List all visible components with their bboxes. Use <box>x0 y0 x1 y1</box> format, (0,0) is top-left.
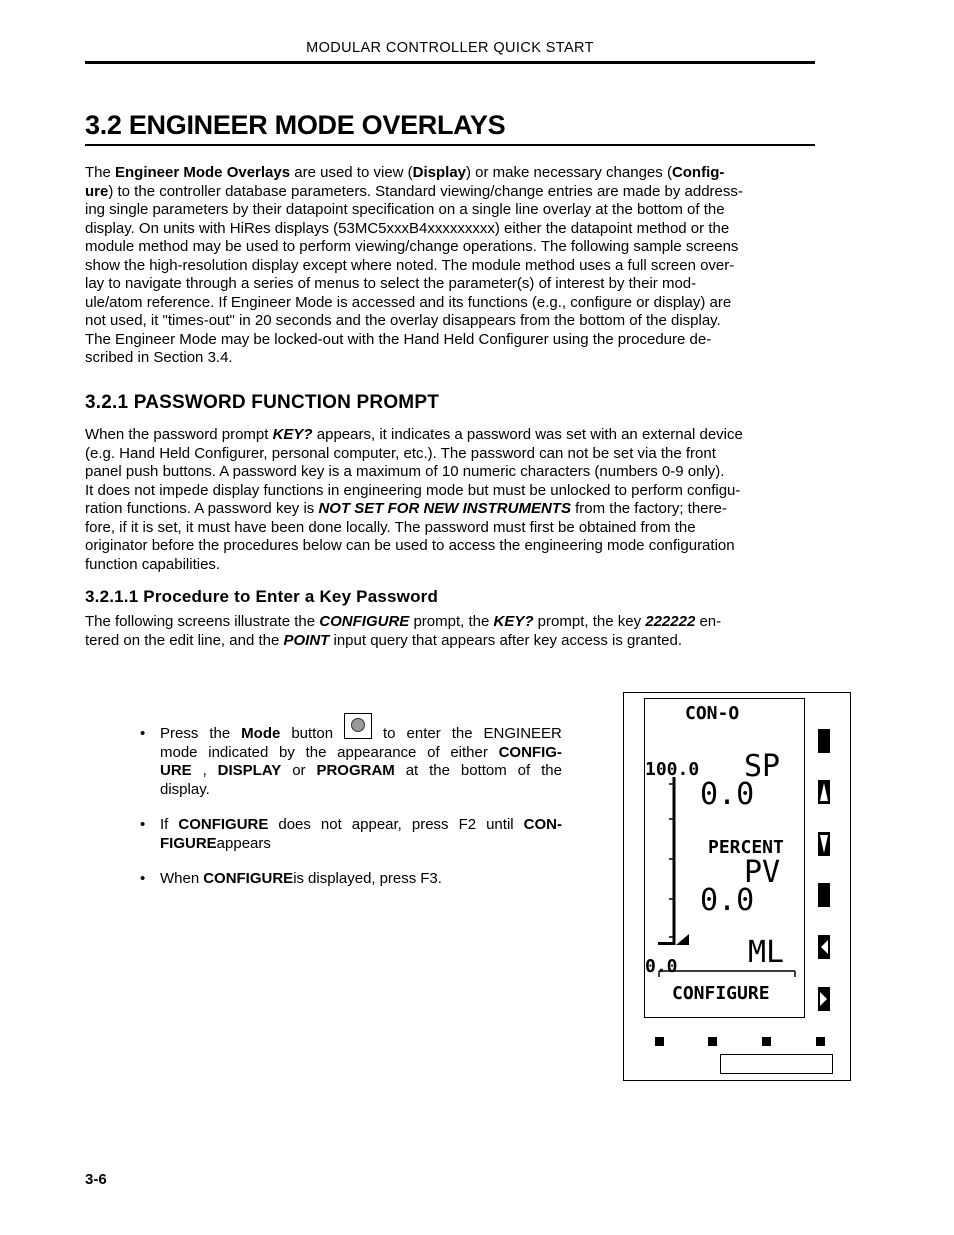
text-line <box>85 445 815 464</box>
procedure-paragraph <box>85 613 815 650</box>
text-run: prompt, the key <box>533 613 646 630</box>
subsection-title: 3.2.1 PASSWORD FUNCTION PROMPT <box>85 392 440 413</box>
text-run: press <box>411 816 449 833</box>
text-run: en- <box>695 613 722 630</box>
bold-term: CONFIG- <box>498 743 562 761</box>
text-line <box>85 349 815 368</box>
lcd-screen <box>644 698 805 1018</box>
bold-term: CONFIGURE <box>203 870 294 887</box>
text-run: ) or make necessary changes ( <box>466 164 672 181</box>
password-paragraph <box>85 426 815 574</box>
text-run: ing single parameters by their datapoint specification on a single line overlay at the bottom of the <box>85 201 725 218</box>
step-line <box>160 744 562 763</box>
text-run: the <box>429 762 450 779</box>
section-title: 3.2 ENGINEER MODE OVERLAYS <box>85 110 506 140</box>
f1-key[interactable] <box>818 729 830 753</box>
text-run: tered on the edit line, and the <box>85 631 284 649</box>
text-line <box>85 519 815 538</box>
text-run: scribed in Section 3.4. <box>85 349 233 366</box>
lcd-tag: CON-O <box>685 703 740 724</box>
bold-term: Mode <box>241 725 281 742</box>
text-run: of <box>427 743 440 761</box>
lcd-scale-high: 100.0 <box>645 759 700 780</box>
intro-paragraph <box>85 164 815 368</box>
text-run: display. On units with HiRes displays (53MC5xxxB4xxxxxxxxx) either the datapoint method or the <box>85 219 730 237</box>
text-run: enter <box>406 725 441 742</box>
up-arrow-icon <box>818 780 830 804</box>
text-run: appearance <box>337 743 417 761</box>
procedure-title: 3.2.1.1 Procedure to Enter a Key Password <box>85 587 439 606</box>
text-line <box>85 294 815 313</box>
text-line <box>85 463 815 482</box>
running-header: MODULAR CONTROLLER QUICK START <box>306 40 594 56</box>
text-line <box>85 220 815 239</box>
text-run: input query that appears after key access is granted. <box>329 631 683 649</box>
text-line <box>85 426 815 445</box>
text-run: to <box>383 725 396 742</box>
text-run: ration functions. A password key is <box>85 500 319 517</box>
text-run: ENGINEER <box>483 725 562 742</box>
text-run: The following screens illustrate the <box>85 613 320 630</box>
f4-key[interactable] <box>818 883 830 907</box>
text-line <box>85 482 815 501</box>
bold-term: Engineer Mode Overlays <box>115 164 291 181</box>
text-run: not <box>320 816 342 833</box>
step-line <box>160 870 562 889</box>
text-run: show the high-resolution display except where noted. The module method uses a full screen over- <box>85 256 735 274</box>
mode-button-icon <box>344 713 372 739</box>
step-item <box>140 816 562 853</box>
bold-term: DISPLAY <box>217 762 282 779</box>
f6-key[interactable] <box>818 987 830 1011</box>
text-run: F2 <box>458 816 477 833</box>
bold-term: ure <box>85 182 109 200</box>
text-run: appear, <box>351 816 402 833</box>
text-run: from the factory; there- <box>570 500 727 517</box>
faceplate-label-area <box>720 1054 833 1074</box>
text-run: are used to view ( <box>290 164 413 181</box>
lcd-bargraph <box>645 699 804 1017</box>
text-line <box>85 312 815 331</box>
text-run: (e.g. Hand Held Configurer, personal computer, etc.). The password can not be set via the front <box>85 444 716 462</box>
lcd-pv-value: 0.0 <box>700 883 755 918</box>
text-run: originator before the procedures below can be used to access the engineering mode configuration <box>85 537 735 554</box>
bold-term: FIGURE <box>160 834 217 852</box>
bold-term: PROGRAM <box>316 762 395 779</box>
bargraph-base <box>658 942 674 945</box>
bold-term: Config- <box>671 164 725 181</box>
text-run: The <box>85 164 116 181</box>
text-run: panel push buttons. A password key is a maximum of 10 numeric characters (numbers 0-9 only). <box>85 463 725 480</box>
lcd-sp-value: 0.0 <box>700 777 755 812</box>
text-run: module method may be used to perform viewing/change operations. The following sample screens <box>85 238 739 255</box>
emphasized-term: POINT <box>283 631 330 649</box>
text-run: prompt, the <box>409 613 494 630</box>
text-line <box>85 613 815 632</box>
text-run: either <box>450 743 488 761</box>
bold-term: CONFIGURE <box>178 816 269 833</box>
lcd-prompt: CONFIGURE <box>672 983 770 1004</box>
text-run: When <box>160 870 200 887</box>
text-run: the <box>541 762 562 779</box>
text-run: appears, it indicates a password was set with an external device <box>312 426 743 443</box>
left-arrow-icon <box>818 935 830 959</box>
controller-faceplate <box>623 692 851 1081</box>
bullet-icon: • <box>140 725 146 742</box>
text-line <box>85 183 815 202</box>
step-line <box>160 781 562 800</box>
text-run: the <box>451 725 473 742</box>
down-arrow-icon <box>818 832 830 856</box>
text-line <box>85 257 815 276</box>
text-run: mode <box>160 743 198 761</box>
text-run: appears <box>216 834 271 852</box>
f3-key[interactable] <box>818 832 830 856</box>
text-run: bottom <box>460 762 507 779</box>
text-run: is <box>293 870 305 887</box>
lcd-sp-label: SP <box>744 749 781 784</box>
text-run: until <box>486 816 514 833</box>
step-item <box>140 870 562 889</box>
text-line <box>85 556 815 575</box>
text-run: does <box>278 816 311 833</box>
softkey-1[interactable] <box>655 1037 664 1046</box>
text-run: at <box>405 762 419 779</box>
emphasized-term: 222222 <box>645 613 696 630</box>
bargraph-marker <box>676 934 689 945</box>
step-item <box>140 725 562 799</box>
text-run: button <box>291 725 334 742</box>
f5-key[interactable] <box>818 935 830 959</box>
text-run: display. <box>160 780 210 798</box>
page-number: 3-6 <box>85 1171 107 1188</box>
text-run: fore, if it is set, it must have been done locally. The password must first be obtained from the <box>85 518 696 536</box>
softkey-3[interactable] <box>762 1037 771 1046</box>
text-run: If <box>160 816 169 833</box>
text-run: function capabilities. <box>85 555 221 573</box>
text-run: the <box>305 743 327 761</box>
emphasized-term: NOT SET FOR NEW INSTRUMENTS <box>318 500 571 517</box>
text-line <box>85 632 815 651</box>
lcd-pv-label: PV <box>744 855 781 890</box>
text-run: press <box>379 870 417 887</box>
step-line <box>160 762 562 781</box>
text-run: F3. <box>420 870 442 887</box>
text-run: by <box>279 743 295 761</box>
step-line <box>160 725 562 744</box>
bold-term: Display <box>412 164 467 181</box>
f2-key[interactable] <box>818 780 830 804</box>
bullet-icon: • <box>140 816 146 833</box>
header-rule <box>85 61 815 64</box>
step-line <box>160 835 562 854</box>
text-run: , <box>202 762 207 779</box>
text-run: ule/atom reference. If Engineer Mode is accessed and its functions (e.g., configure or display) are <box>85 293 732 311</box>
text-run: of <box>517 762 531 779</box>
text-line <box>85 201 815 220</box>
emphasized-term: KEY? <box>272 426 313 443</box>
text-run: ) to the controller database parameters. Standard viewing/change entries are made by address- <box>108 182 743 200</box>
text-run: displayed, <box>308 870 376 887</box>
section-title-rule <box>85 144 815 146</box>
step-list <box>140 725 562 906</box>
text-run: not used, it "times-out" in 20 seconds and the overlay disappears from the bottom of the display. <box>85 312 721 329</box>
step-line <box>160 816 562 835</box>
lcd-mode-code: ML <box>748 935 785 970</box>
text-line <box>85 500 815 519</box>
text-run: Press <box>160 725 199 742</box>
text-run: indicated <box>208 743 269 761</box>
text-run: It does not impede display functions in engineering mode but must be unlocked to perform configu- <box>85 481 741 499</box>
emphasized-term: CONFIGURE <box>319 613 410 630</box>
text-run: The Engineer Mode may be locked-out with the Hand Held Configurer using the procedure de- <box>85 330 712 348</box>
bullet-icon: • <box>140 870 146 887</box>
softkey-2[interactable] <box>708 1037 717 1046</box>
text-line <box>85 331 815 350</box>
text-line <box>85 537 815 556</box>
text-run: When the password prompt <box>85 426 273 443</box>
right-arrow-icon <box>818 987 830 1011</box>
lcd-scale-low: 0.0 <box>645 956 678 977</box>
bold-term: URE <box>160 762 192 779</box>
text-line <box>85 238 815 257</box>
text-line <box>85 275 815 294</box>
bold-term: CON- <box>523 816 562 833</box>
emphasized-term: KEY? <box>493 613 534 630</box>
text-run: the <box>209 725 231 742</box>
lcd-units: PERCENT <box>708 837 784 858</box>
text-line <box>85 164 815 183</box>
text-run: lay to navigate through a series of menus to select the parameter(s) of interest by their mod- <box>85 275 697 292</box>
softkey-4[interactable] <box>816 1037 825 1046</box>
text-run: or <box>292 762 306 779</box>
